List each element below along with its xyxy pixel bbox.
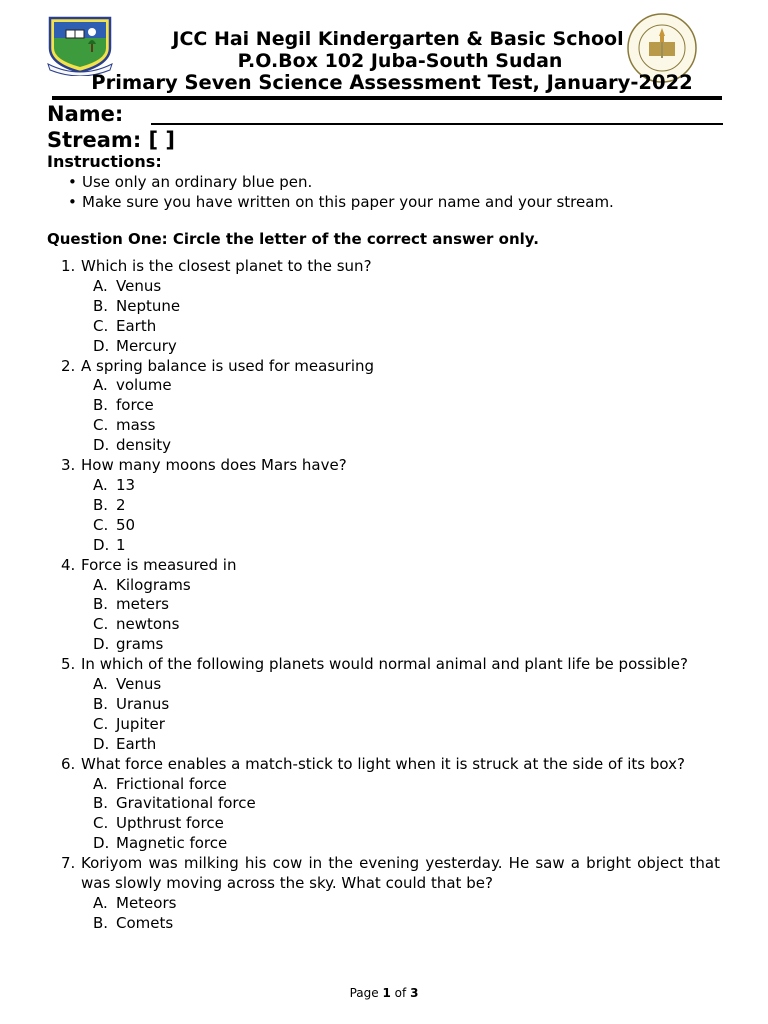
question-number: 7. (61, 854, 76, 873)
current-page: 1 (382, 986, 391, 1000)
name-field-row (47, 101, 723, 127)
question-item (47, 556, 720, 656)
answer-option: A. Frictional force (93, 774, 227, 793)
option-list (81, 277, 720, 357)
answer-option: C. 50 (93, 515, 136, 534)
answer-option: D. grams (93, 635, 164, 654)
answer-option: A. Kilograms (93, 575, 191, 594)
answer-option: A. Venus (93, 276, 162, 295)
answer-option: B. force (93, 396, 154, 415)
question-list (47, 257, 720, 934)
answer-option: B. Comets (93, 913, 174, 932)
answer-option: D. 1 (93, 535, 126, 554)
section-heading: Question One: Circle the letter of the correct answer only. (47, 230, 539, 248)
instructions-title: Instructions: (47, 152, 162, 171)
option-list (81, 894, 720, 934)
answer-option: A. 13 (93, 475, 136, 494)
school-name: JCC Hai Negil Kindergarten & Basic School (172, 28, 624, 50)
answer-option: C. newtons (93, 615, 180, 634)
total-pages: 3 (410, 986, 419, 1000)
question-text: Which is the closest planet to the sun? (81, 257, 372, 275)
question-item (47, 357, 720, 457)
bullet-icon: • (68, 173, 77, 191)
question-text: Koriyom was milking his cow in the evening yesterday. He saw a bright object that was slowly moving across the sky. What could that be? (81, 854, 720, 893)
answer-option: A. volume (93, 376, 172, 395)
answer-option: B. Gravitational force (93, 794, 256, 813)
option-list (81, 675, 720, 755)
question-item (47, 456, 720, 556)
instructions-list (68, 172, 614, 212)
answer-option: C. Upthrust force (93, 814, 224, 833)
option-list (81, 476, 720, 556)
answer-option: C. mass (93, 416, 156, 435)
answer-option: D. Mercury (93, 336, 177, 355)
question-item (47, 257, 720, 357)
instruction-item: • Make sure you have written on this paper your name and your stream. (68, 193, 614, 211)
question-text: A spring balance is used for measuring (81, 356, 375, 375)
question-text: In which of the following planets would normal animal and plant life be possible? (81, 655, 688, 674)
school-address: P.O.Box 102 Juba-South Sudan (237, 50, 563, 72)
test-title: Primary Seven Science Assessment Test, January-2022 (91, 71, 693, 94)
instruction-item: • Use only an ordinary blue pen. (68, 173, 313, 191)
answer-option: D. density (93, 436, 171, 455)
page-footer (0, 985, 768, 1001)
page-word: Page (349, 986, 379, 1000)
question-text: How many moons does Mars have? (81, 456, 347, 475)
answer-option: C. Jupiter (93, 714, 165, 733)
of-word: of (394, 986, 407, 1000)
question-number: 1. (61, 257, 76, 275)
answer-option: D. Earth (93, 734, 157, 753)
name-write-line (151, 123, 723, 125)
question-item (47, 655, 720, 755)
stream-label: Stream: [ ] (47, 128, 176, 152)
answer-option: A. Meteors (93, 894, 177, 912)
answer-option: B. 2 (93, 495, 126, 514)
question-item (47, 755, 720, 855)
question-number: 5. (61, 655, 76, 674)
bullet-icon: • (68, 193, 77, 211)
question-number: 3. (61, 456, 76, 475)
header-divider (52, 96, 722, 100)
answer-option: B. Uranus (93, 694, 170, 713)
question-text: Force is measured in (81, 555, 237, 574)
question-number: 4. (61, 555, 76, 574)
question-text: What force enables a match-stick to light when it is struck at the side of its box? (81, 754, 685, 773)
question-item (47, 854, 720, 934)
question-number: 2. (61, 356, 76, 375)
option-list (81, 775, 720, 855)
answer-option: C. Earth (93, 316, 157, 335)
option-list (81, 376, 720, 456)
answer-option: D. Magnetic force (93, 834, 228, 853)
question-number: 6. (61, 754, 76, 773)
name-label: Name: (47, 102, 124, 126)
answer-option: A. Venus (93, 675, 162, 694)
answer-option: B. meters (93, 595, 169, 614)
option-list (81, 576, 720, 656)
answer-option: B. Neptune (93, 296, 181, 315)
